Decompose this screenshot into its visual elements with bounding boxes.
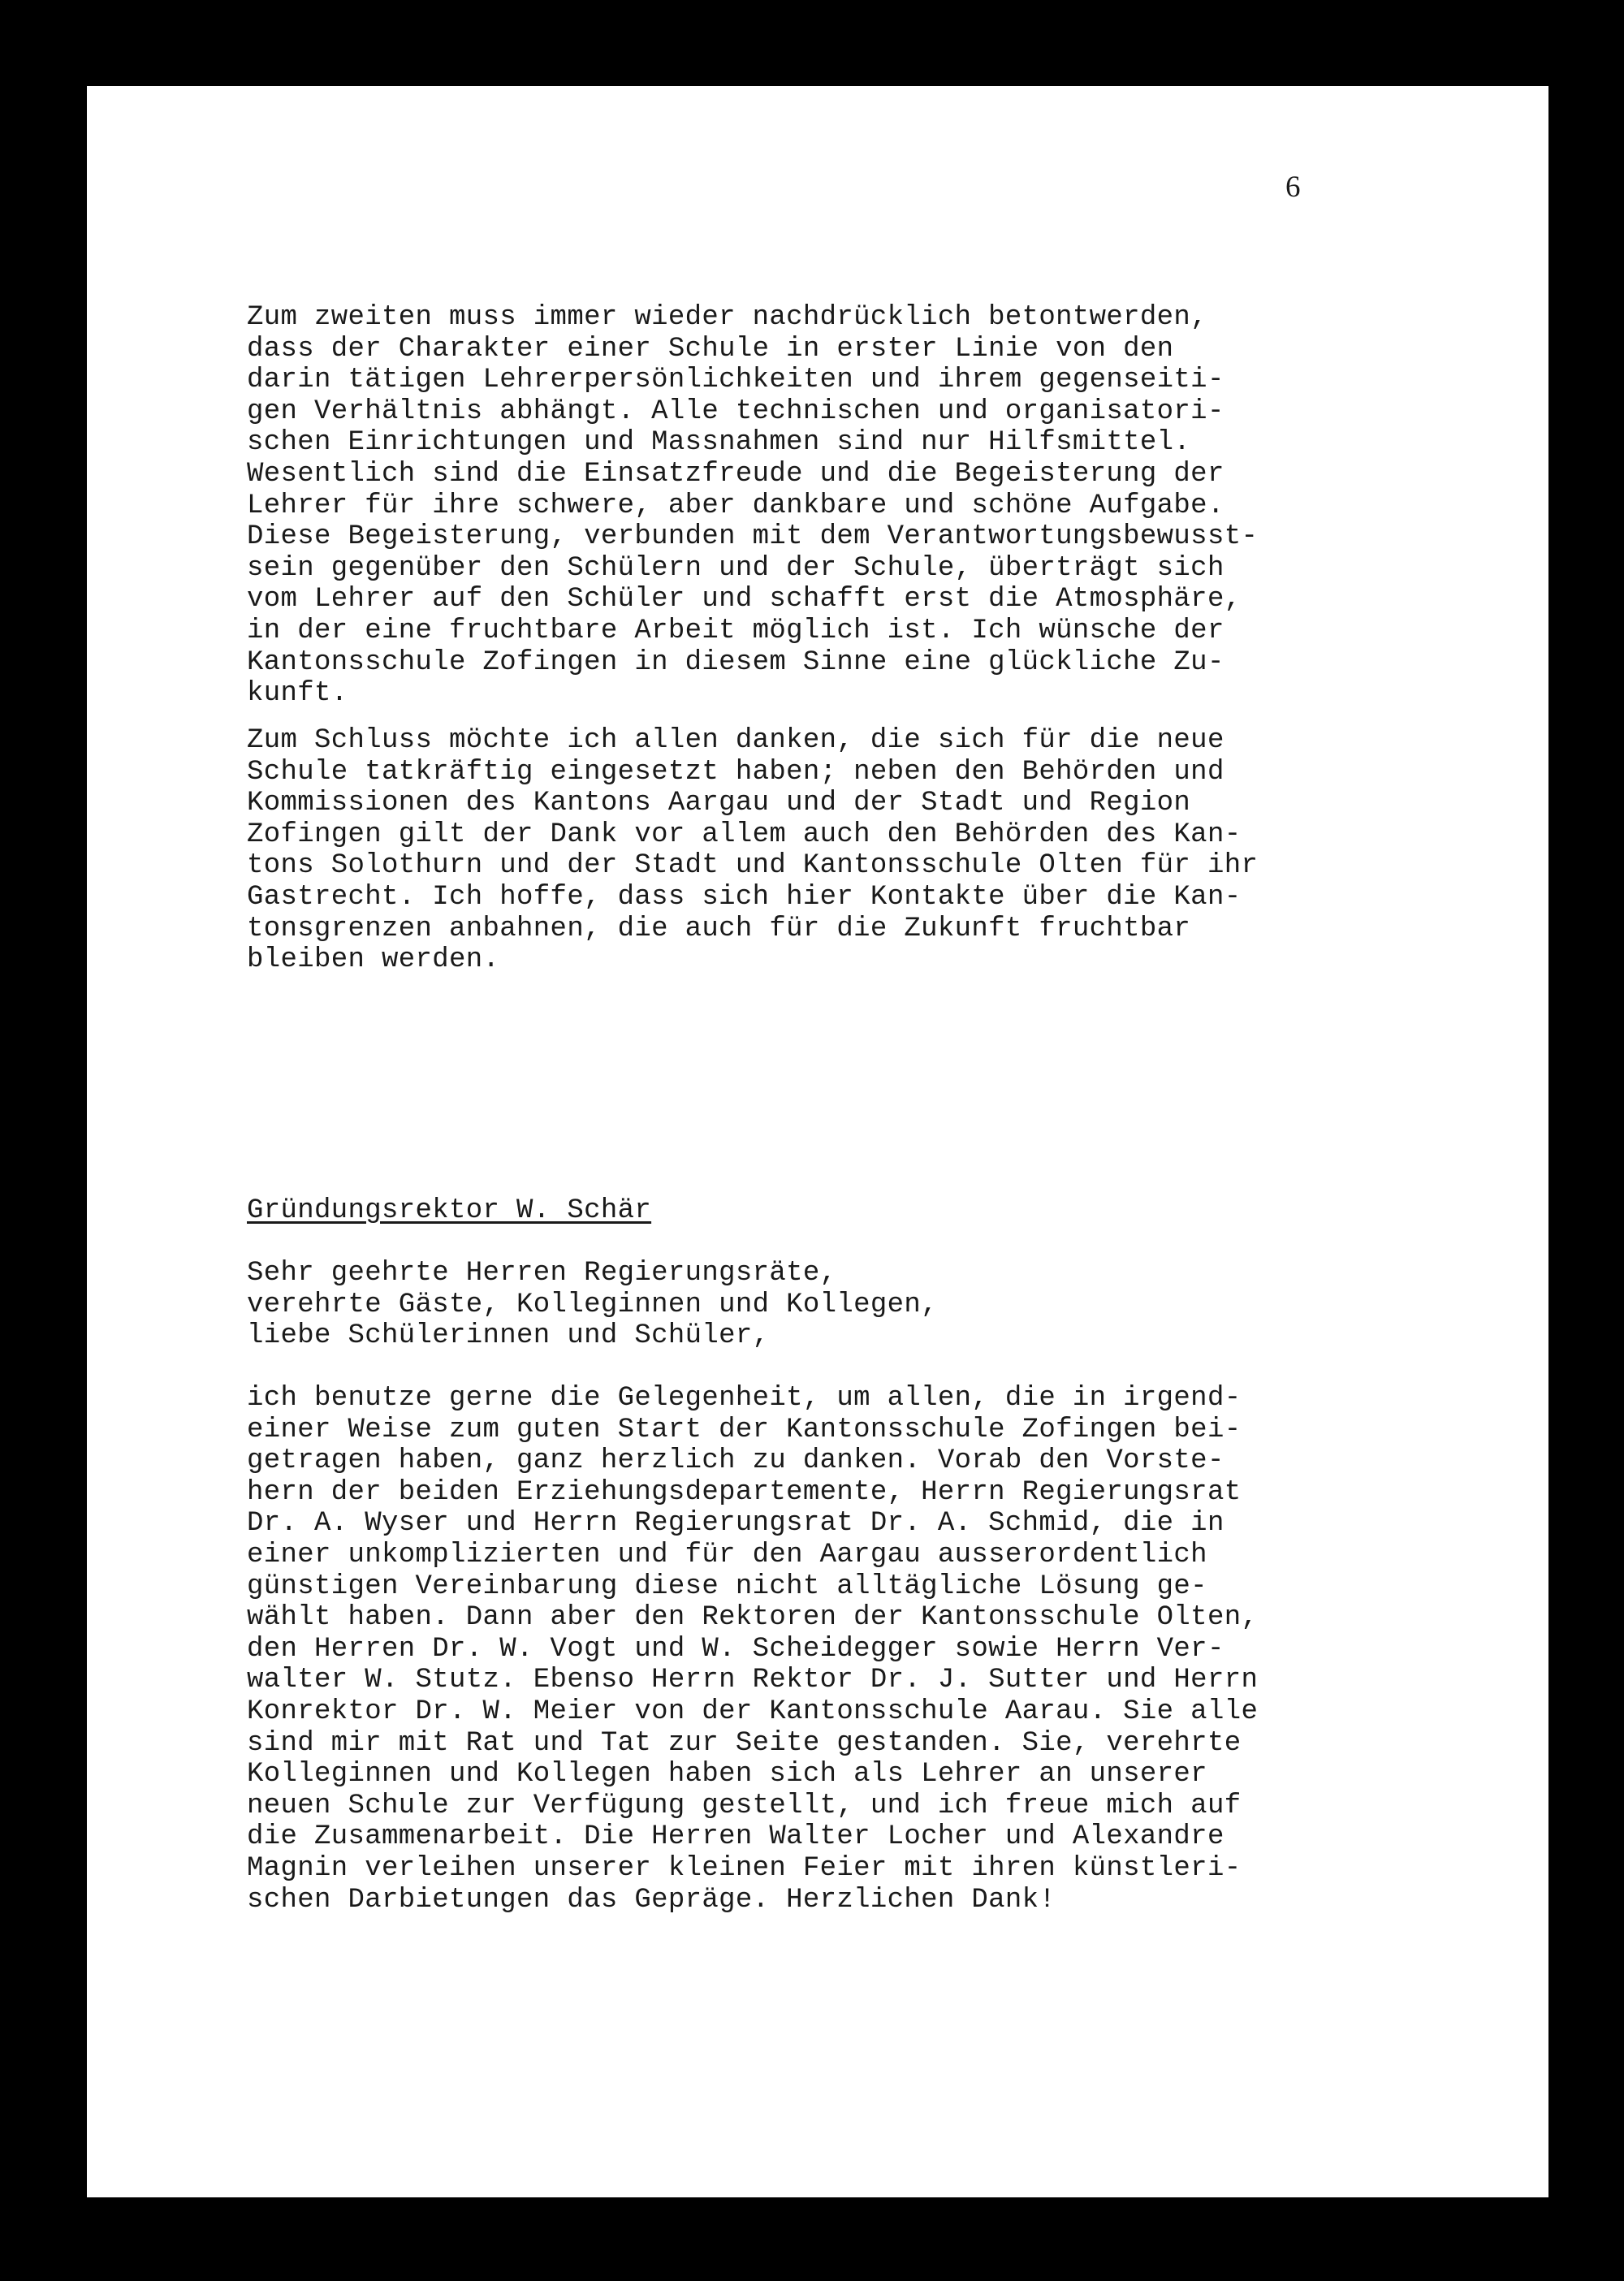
paragraph-thanks: Zum Schluss möchte ich allen danken, die sich für die neue Schule tatkräftig eingesetzt haben; neben den Behörden und Kommissionen des Kantons Aargau und der Stadt und Region Zofingen gilt der Dank vor allem auch den Behörden des Kan- tons Solothurn und der Stadt und Kantonsschule Olten für ihr Gastrecht. Ich hoffe, dass sich hier Kontakte über die Kan- tonsgrenzen anbahnen, die auch für die Zukunft fruchtbar bleiben werden. [247,725,1259,976]
page-number: 6 [1285,171,1301,204]
paragraph-closing-thoughts: Zum zweiten muss immer wieder nachdrücklich betontwerden, dass der Charakter einer Schule in erster Linie von den darin tätigen Lehrerpersönlichkeiten und ihrem gegenseiti- gen Verhältnis abhängt. Alle technischen und organisatori- schen Einrichtungen und Massnahmen sind nur Hilfsmittel. Wesentlich sind die Einsatzfreude und die Begeisterung der Lehrer für ihre schwere, aber dankbare und schöne Aufgabe. Diese Begeisterung, verbunden mit dem Verantwortungsbewusst- sein gegenüber den Schülern und der Schule, überträgt sich vom Lehrer auf den Schüler und schafft erst die Atmosphäre, in der eine fruchtbare Arbeit möglich ist. Ich wünsche der Kantonsschule Zofingen in diesem Sinne eine glückliche Zu- kunft. [247,302,1259,710]
salutation: Sehr geehrte Herren Regierungsräte, verehrte Gäste, Kolleginnen und Kollegen, liebe Schülerinnen und Schüler, [247,1258,938,1352]
paragraph-speech: ich benutze gerne die Gelegenheit, um allen, die in irgend- einer Weise zum guten Start der Kantonsschule Zofingen bei- getragen haben, ganz herzlich zu danken. Vorab den Vorste- hern der beiden Erziehungsdepartemente, Herrn Regierungsrat Dr. A. Wyser und Herrn Regierungsrat Dr. A. Schmid, die in einer unkomplizierten und für den Aargau ausserordentlich günstigen Vereinbarung diese nicht alltägliche Lösung ge- wählt haben. Dann aber den Rektoren der Kantonsschule Olten, den Herren Dr. W. Vogt und W. Scheidegger sowie Herrn Ver- walter W. Stutz. Ebenso Herrn Rektor Dr. J. Sutter und Herrn Konrektor Dr. W. Meier von der Kantonsschule Aarau. Sie alle sind mir mit Rat und Tat zur Seite gestanden. Sie, verehrte Kolleginnen und Kollegen haben sich als Lehrer an unserer neuen Schule zur Verfügung gestellt, und ich freue mich auf die Zusammenarbeit. Die Herren Walter Locher und Alexandre Magnin verleihen unserer kleinen Feier mit ihren künstleri- schen Darbietungen das Gepräge. Herzlichen Dank! [247,1383,1259,1916]
document-page [87,86,1548,2197]
section-heading: Gründungsrektor W. Schär [247,1195,652,1226]
